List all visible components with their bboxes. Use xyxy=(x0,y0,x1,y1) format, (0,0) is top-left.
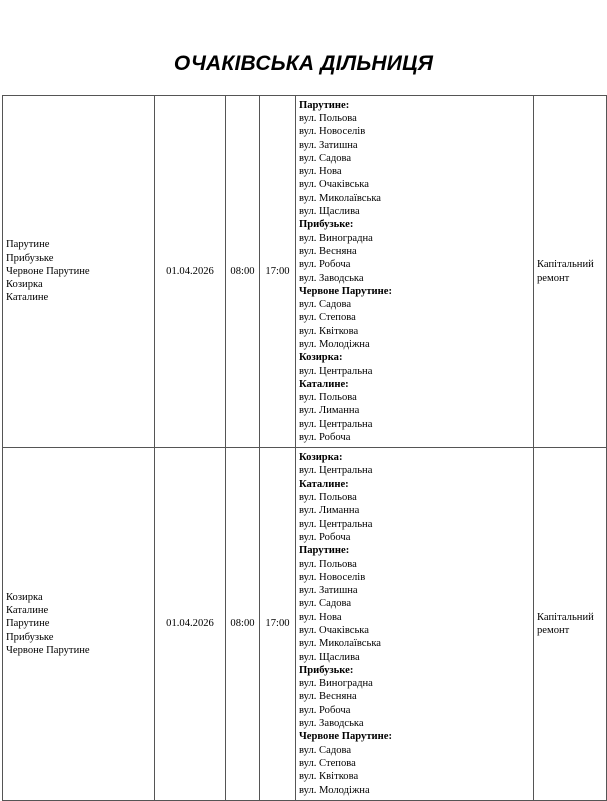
page-title: ОЧАКІВСЬКА ДІЛЬНИЦЯ xyxy=(173,52,434,75)
village-name: Червоне Парутине xyxy=(6,644,90,656)
settlement-heading: Козирка: xyxy=(299,452,343,464)
street-name: вул. Центральна xyxy=(299,365,373,377)
street-name: вул. Щаслива xyxy=(299,206,360,218)
village-name: Парутине xyxy=(6,618,50,630)
settlement-heading: Козирка: xyxy=(299,352,343,364)
street-name: вул. Польова xyxy=(299,492,357,504)
streets-cell xyxy=(296,96,534,448)
street-name: вул. Робоча xyxy=(299,259,351,271)
settlement-heading: Прибузьке: xyxy=(299,219,354,231)
time-from-cell: 08:00 xyxy=(226,96,260,448)
street-name: вул. Нова xyxy=(299,611,342,623)
village-name: Козирка xyxy=(6,591,43,603)
street-name: вул. Садова xyxy=(299,152,352,164)
street-name: вул. Центральна xyxy=(299,418,373,430)
street-name: вул. Степова xyxy=(299,757,356,769)
street-name: вул. Лиманна xyxy=(299,405,360,417)
settlement-heading: Червоне Парутине: xyxy=(299,285,392,297)
street-name: вул. Квіткова xyxy=(299,325,359,337)
street-name: вул. Миколаївська xyxy=(299,192,382,204)
settlement-heading: Прибузьке: xyxy=(299,664,354,676)
table-row xyxy=(3,96,607,448)
street-name: вул. Квіткова xyxy=(299,771,359,783)
street-name: вул. Польова xyxy=(299,558,357,570)
village-name: Червоне Парутине xyxy=(6,265,90,277)
time-to-cell: 17:00 xyxy=(260,448,296,801)
reason-cell xyxy=(534,96,607,448)
reason-cell xyxy=(534,448,607,801)
street-name: вул. Робоча xyxy=(299,432,351,444)
outage-schedule-table xyxy=(2,95,607,801)
street-name: вул. Щаслива xyxy=(299,651,360,663)
reason-text: Капітальний xyxy=(537,611,594,623)
settlement-heading: Каталине: xyxy=(299,378,349,390)
street-name: вул. Затишна xyxy=(299,585,358,597)
street-name: вул. Затишна xyxy=(299,139,358,151)
street-name: вул. Центральна xyxy=(299,518,373,530)
street-name: вул. Заводська xyxy=(299,718,364,730)
street-name: вул. Заводська xyxy=(299,272,364,284)
table-body xyxy=(3,96,607,801)
street-name: вул. Нова xyxy=(299,166,342,178)
time-to-cell: 17:00 xyxy=(260,96,296,448)
village-name: Каталине xyxy=(6,605,49,617)
street-name: вул. Виноградна xyxy=(299,678,373,690)
street-name: вул. Молодіжна xyxy=(299,784,370,796)
street-name: вул. Новоселів xyxy=(299,126,366,138)
village-name: Прибузьке xyxy=(6,631,54,643)
street-name: вул. Весняна xyxy=(299,691,357,703)
street-name: вул. Робоча xyxy=(299,704,351,716)
street-name: вул. Садова xyxy=(299,598,352,610)
street-name: вул. Центральна xyxy=(299,465,373,477)
street-name: вул. Весняна xyxy=(299,245,357,257)
reason-text: Капітальний xyxy=(537,259,594,271)
street-name: вул. Молодіжна xyxy=(299,338,370,350)
street-name: вул. Новоселів xyxy=(299,571,366,583)
streets-cell xyxy=(296,448,534,801)
reason-text: ремонт xyxy=(537,272,570,284)
street-name: вул. Робоча xyxy=(299,531,351,543)
villages-cell xyxy=(3,96,155,448)
village-name: Прибузьке xyxy=(6,252,54,264)
street-name: вул. Виноградна xyxy=(299,232,373,244)
settlement-heading: Парутине: xyxy=(299,99,350,111)
settlement-heading: Каталине: xyxy=(299,478,349,490)
village-name: Парутине xyxy=(6,239,50,251)
street-name: вул. Польова xyxy=(299,112,357,124)
reason-text: ремонт xyxy=(537,625,570,636)
time-from-cell: 08:00 xyxy=(226,448,260,801)
settlement-heading: Парутине: xyxy=(299,545,350,557)
street-name: вул. Лиманна xyxy=(299,505,360,517)
date-cell: 01.04.2026 xyxy=(155,96,226,448)
street-name: вул. Миколаївська xyxy=(299,638,382,650)
street-name: вул. Степова xyxy=(299,312,356,324)
street-name: вул. Очаківська xyxy=(299,625,369,636)
villages-cell xyxy=(3,448,155,801)
street-name: вул. Садова xyxy=(299,744,352,756)
village-name: Козирка xyxy=(6,279,43,291)
street-name: вул. Польова xyxy=(299,392,357,404)
street-name: вул. Очаківська xyxy=(299,179,369,191)
street-name: вул. Садова xyxy=(299,299,352,311)
settlement-heading: Червоне Парутине: xyxy=(299,731,392,743)
date-cell: 01.04.2026 xyxy=(155,448,226,801)
village-name: Каталине xyxy=(6,292,49,304)
table-row xyxy=(3,448,607,801)
